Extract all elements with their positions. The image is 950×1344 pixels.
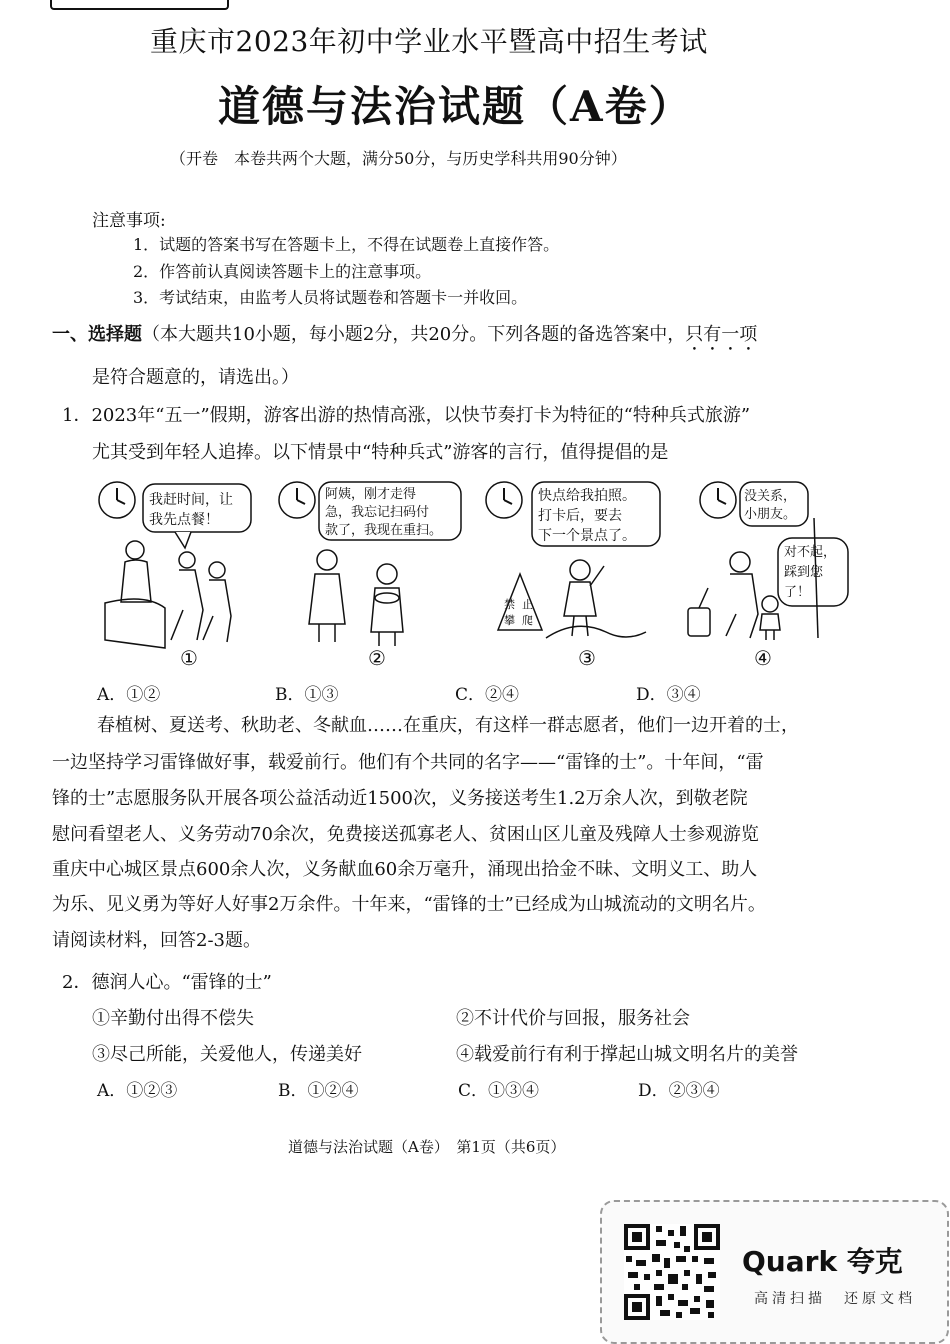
quark-watermark[interactable] <box>600 1200 949 1344</box>
clock-icon <box>486 482 522 518</box>
comic-panel-2 <box>275 478 465 668</box>
panel-number: ③ <box>578 646 596 670</box>
q1-option-a[interactable]: A．①② <box>97 685 161 705</box>
speech-text: 我先点餐！ <box>149 512 219 528</box>
speech-text: 急，我忘记扫码付 <box>325 505 430 520</box>
notice-heading: 注意事项: <box>92 211 166 231</box>
q2-option-b[interactable]: B．①②④ <box>278 1081 359 1101</box>
panel-number: ② <box>368 646 386 670</box>
section-heading <box>52 320 757 355</box>
notice-item: 3．考试结束，由监考人员将试题卷和答题卡一并收回。 <box>133 288 528 307</box>
q2-option-d[interactable]: D．②③④ <box>638 1081 720 1101</box>
clock-icon <box>99 482 135 518</box>
speech-text: 我赶时间，让 <box>149 492 233 508</box>
comic-panel-1 <box>95 478 255 668</box>
comic-panel-3 <box>482 478 662 668</box>
people-queue-illustration <box>105 541 231 648</box>
speech-text: 打卡后，要去 <box>538 508 622 524</box>
q2-option-c[interactable]: C．①③④ <box>458 1081 540 1101</box>
sign-text: 禁 <box>504 598 515 611</box>
sign-text: 爬 <box>522 614 533 627</box>
comic-panel-4 <box>678 478 850 668</box>
material-line: 慰问看望老人、义务劳动70余次，免费接送孤寡老人、贫困山区儿童及残障人士参观游览 <box>52 824 759 845</box>
speech-text: 快点给我拍照。 <box>538 488 636 504</box>
panel-number: ④ <box>754 646 772 670</box>
q2-option-a[interactable]: A．①②③ <box>97 1081 178 1101</box>
clock-icon <box>279 482 315 518</box>
top-border-frame <box>50 0 229 10</box>
clock-icon <box>700 482 736 518</box>
q1-option-c[interactable]: C．②④ <box>455 685 520 705</box>
quark-tagline: 高清扫描 还原文档 <box>754 1291 916 1307</box>
speech-text: 对不起， <box>784 545 837 560</box>
page-footer: 道德与法治试题（A卷） 第1页（共6页） <box>288 1138 566 1156</box>
question-1-stem-cont: 尤其受到年轻人追捧。以下情景中“特种兵式”游客的言行，值得提倡的是 <box>92 442 669 463</box>
q1-option-b[interactable]: B．①③ <box>275 685 339 705</box>
qr-code-icon[interactable] <box>624 1224 720 1320</box>
material-line: 重庆中心城区景点600余人次，义务献血60余万毫升，涌现出拾金不昧、文明义工、助人 <box>52 859 758 880</box>
notice-item: 2．作答前认真阅读答题卡上的注意事项。 <box>133 262 432 281</box>
material-line: 请阅读材料，回答2-3题。 <box>52 930 261 951</box>
sign-text: 止 <box>522 598 533 611</box>
page-title: 道德与法治试题（A卷） <box>218 82 693 131</box>
question-1-stem: 1．2023年“五一”假期，游客出游的热情高涨，以快节奏打卡为特征的“特种兵式旅游” <box>62 405 751 426</box>
speech-text: 阿姨，刚才走得 <box>325 487 417 502</box>
girl-posing-illustration <box>546 560 646 638</box>
speech-text: 款了，我现在重扫。 <box>325 523 443 538</box>
question-2-stem: 2．德润人心。“雷锋的士” <box>62 972 272 993</box>
q2-statement-2: ②不计代价与回报，服务社会 <box>456 1008 690 1029</box>
speech-text: 没关系， <box>744 489 797 504</box>
material-line: 春植树、夏送考、秋助老、冬献血……在重庆，有这样一群志愿者，他们一边开着的士， <box>97 715 799 736</box>
q2-statement-3: ③尽己所能，关爱他人，传递美好 <box>92 1044 362 1065</box>
exam-subtitle: 重庆市2023年初中学业水平暨高中招生考试 <box>150 25 708 58</box>
notice-item: 1．试题的答案书写在答题卡上，不得在试题卷上直接作答。 <box>133 235 560 254</box>
q1-option-d[interactable]: D．③④ <box>636 685 701 705</box>
speech-text: 小朋友。 <box>744 507 797 522</box>
quark-logo: Quark 夸克 <box>742 1245 903 1278</box>
section-emphasis: 只有一项 <box>685 324 758 345</box>
exam-info: （开卷 本卷共两个大题，满分50分，与历史学科共用90分钟） <box>170 149 627 168</box>
material-line: 为乐、见义勇为等好人好事2万余件。十年来，“雷锋的士”已经成为山城流动的文明名片。 <box>52 894 766 915</box>
q2-statement-4: ④载爱前行有利于撑起山城文明名片的美誉 <box>456 1044 798 1065</box>
girl-and-vendor-illustration <box>309 550 403 646</box>
speech-text: 了！ <box>784 585 811 600</box>
speech-text: 下一个景点了。 <box>538 528 636 544</box>
section-intro-continued: 是符合题意的，请选出。） <box>92 367 299 388</box>
warning-sign <box>498 574 542 630</box>
sign-text: 攀 <box>504 614 515 627</box>
q2-statement-1: ①辛勤付出得不偿失 <box>92 1008 254 1029</box>
material-line: 一边坚持学习雷锋做好事，载爱前行。他们有个共同的名字——“雷锋的士”。十年间，“雷 <box>52 752 764 773</box>
panel-number: ① <box>180 646 198 670</box>
speech-text: 踩到您 <box>784 565 824 580</box>
section-intro: （本大题共10小题，每小题2分，共20分。下列各题的备选答案中， <box>142 324 686 345</box>
section-label: 一、选择题 <box>52 324 142 345</box>
material-line: 锋的士”志愿服务队开展各项公益活动近1500次，义务接送考生1.2万余人次，到敬老院 <box>52 788 748 809</box>
